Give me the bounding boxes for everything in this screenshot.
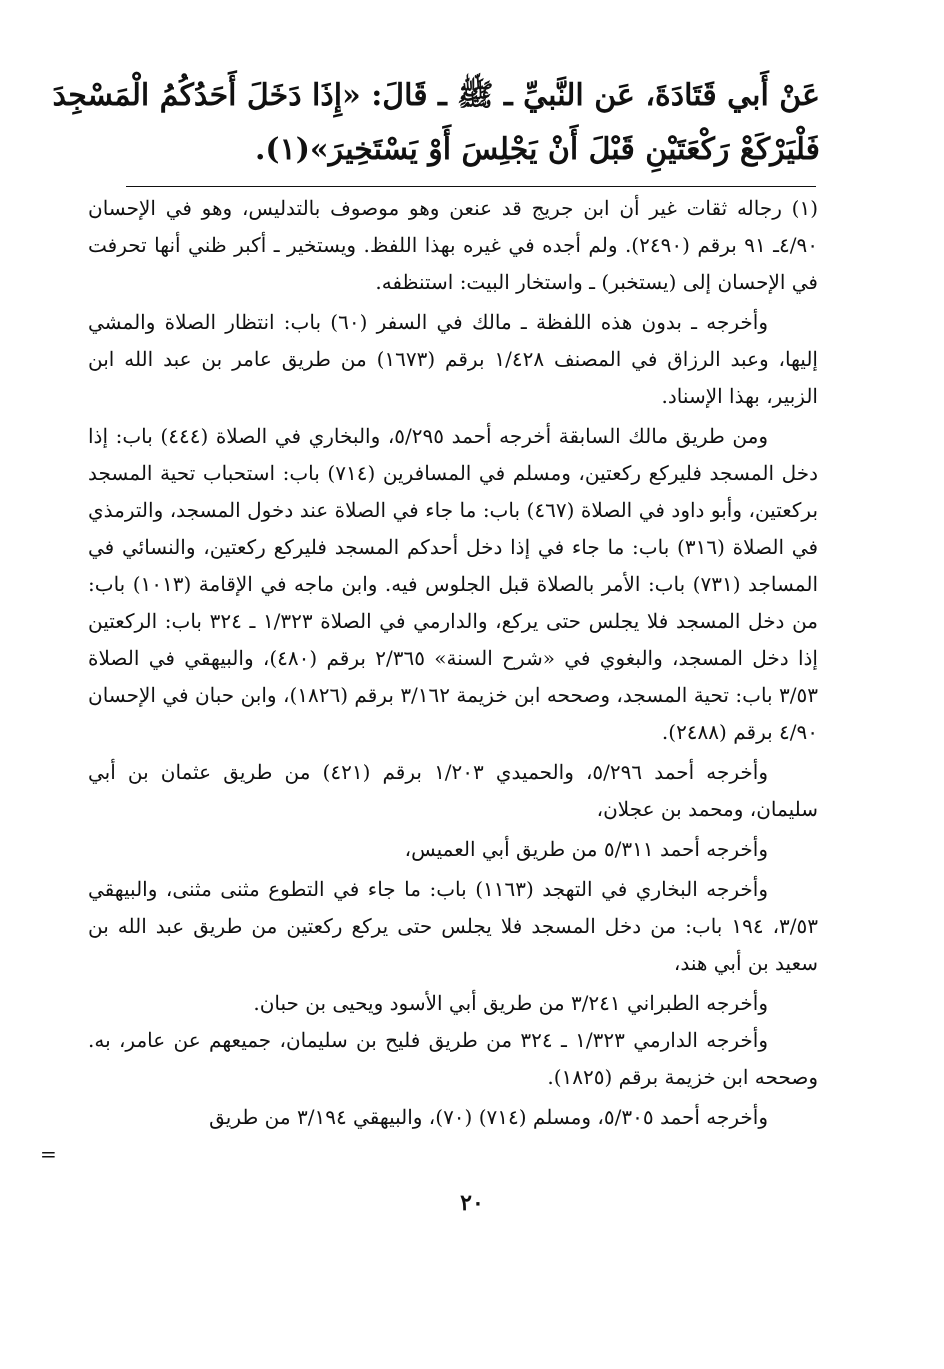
continuation-mark: = [40,1142,57,1166]
footnote-paragraph: وأخرجه ـ بدون هذه اللفظة ـ مالك في السفر (٦٠) باب: انتظار الصلاة والمشي إليها، وعبد الرزاق في المصنف ١/٤٢٨ برقم (١٦٧٣) من طريق عامر بن عبد الله ابن الزبير، بهذا الإسناد. [88,310,818,408]
hadith-text-line-2: فَلْيَرْكَعْ رَكْعَتَيْنِ قَبْلَ أَنْ يَجْلِسَ أَوْ يَسْتَخِيرَ»(١). [254,132,820,167]
page-number: ٢٠ [460,1190,484,1216]
hadith-text-line-1: عَنْ أَبي قَتَادَةَ، عَن النَّبيِّ ـ ﷺ ـ قَالَ: «إِذَا دَخَلَ أَحَدُكُمُ الْمَسْجِدَ [52,78,820,113]
footnote-paragraph: وأخرجه أحمد ٥/٣١١ من طريق أبي العميس، [404,837,768,861]
footnote-paragraph: ومن طريق مالك السابقة أخرجه أحمد ٥/٢٩٥، والبخاري في الصلاة (٤٤٤) باب: إذا دخل المسجد فليركع ركعتين، ومسلم في المسافرين (٧١٤) باب: استحباب تحية المسجد بركعتين، وأبو داود في الصلاة (٤٦٧) باب: ما جاء في الصلاة عند دخول المسجد، والترمذي في الصلاة (٣١٦) باب: ما جاء في إذا دخل أحدكم المسجد فليركع ركعتين، والنسائي في المساجد (٧٣١) باب: الأمر بالصلاة قبل الجلوس فيه. وابن ماجه في الإقامة (١٠١٣) باب: من دخل المسجد فلا يجلس حتى يركع، والدارمي في الصلاة ١/٣٢٣ ـ ٣٢٤ باب: الركعتين إذا دخل المسجد، والبغوي في «شرح السنة» ٢/٣٦٥ برقم (٤٨٠)، والبيهقي في الصلاة ٣/٥٣ باب: تحية المسجد، وصححه ابن خزيمة ٣/١٦٢ برقم (١٨٢٦)، وابن حبان في الإحسان ٤/٩٠ برقم (٢٤٨٨). [88,424,819,744]
footnote-paragraph: وأخرجه البخاري في التهجد (١١٦٣) باب: ما جاء في التطوع مثنى مثنى، والبيهقي ٣/٥٣، ١٩٤ باب: من دخل المسجد فلا يجلس حتى يركع ركعتين من طريق عبد الله بن سعيد بن أبي هند، [88,877,819,975]
footnotes-section [88,190,818,1136]
footnote-paragraph: وأخرجه أحمد ٥/٣٠٥، ومسلم (٧١٤) (٧٠)، والبيهقي ٣/١٩٤ من طريق [209,1105,768,1129]
footnote-divider [126,186,816,187]
footnote-paragraph: وأخرجه أحمد ٥/٢٩٦، والحميدي ١/٢٠٣ برقم (٤٢١) من طريق عثمان بن أبي سليمان، ومحمد بن عجلان، [88,760,818,821]
footnote-paragraph: وأخرجه الطبراني ٣/٢٤١ من طريق أبي الأسود ويحيى بن حبان. [253,991,768,1015]
footnote-paragraph: وأخرجه الدارمي ١/٣٢٣ ـ ٣٢٤ من طريق فليح بن سليمان، جميعهم عن عامر، به. وصححه ابن خزيمة برقم (١٨٢٥). [88,1028,818,1089]
footnote-paragraph: (١) رجاله ثقات غير أن ابن جريج قد عنعن وهو موصوف بالتدليس، وهو في الإحسان ٤/٩٠ـ ٩١ برقم (٢٤٩٠). ولم أجده في غيره بهذا اللفظ. ويستخير ـ أكبر ظني أنها تحرفت في الإحسان إلى (يستخبر) ـ واستخار البيت: استنظفه. [88,196,819,294]
